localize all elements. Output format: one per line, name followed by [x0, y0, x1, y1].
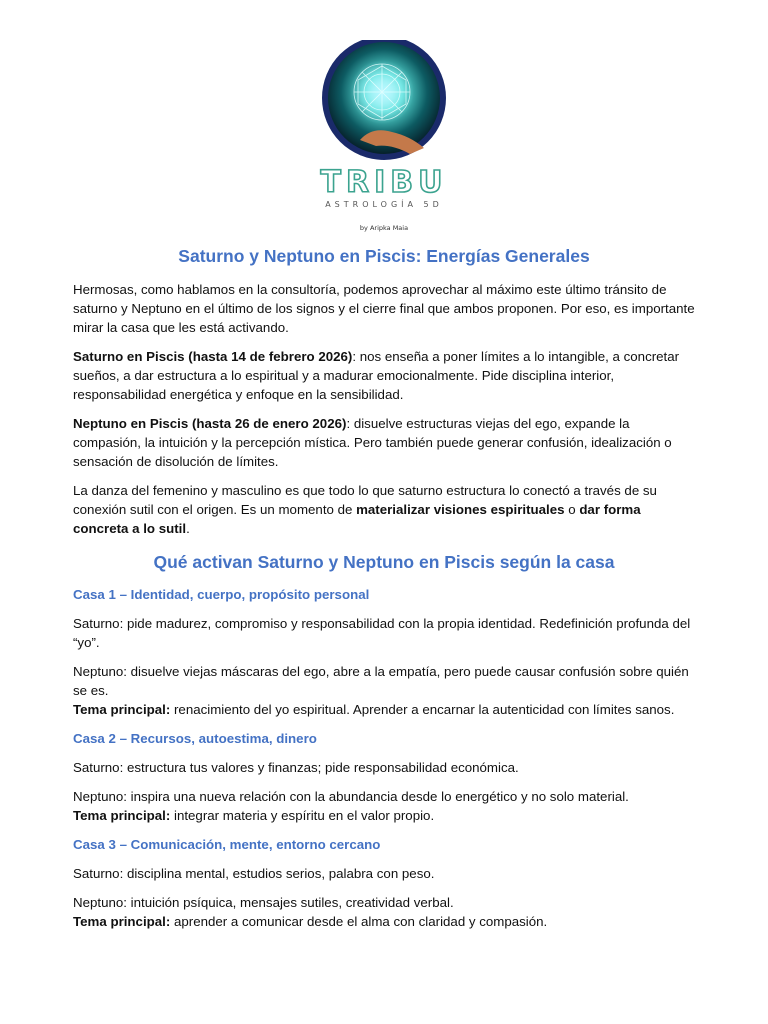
byline-text: by Aripka Maia	[359, 224, 409, 232]
saturno-text: : nos enseña a poner límites a lo intangible, a concretar sueños, a dar estructura a lo espiritual y a madurar emocionalmente. Pide disciplina interior, responsabilidad energética y enfoque en la sensibilidad.	[73, 349, 680, 402]
tema-label: Tema principal:	[73, 702, 171, 717]
casa-3-tema	[73, 912, 695, 931]
casa-1-title: Casa 1 – Identidad, cuerpo, propósito personal	[73, 587, 370, 602]
tema-label: Tema principal:	[73, 914, 171, 929]
casa-2-tema-text: integrar materia y espíritu en el valor propio.	[170, 808, 435, 823]
casa-1-saturno: Saturno: pide madurez, compromiso y responsabilidad con la propia identidad. Redefinición profunda del “yo”.	[73, 616, 691, 650]
neptuno-text: : disuelve estructuras viejas del ego, expande la compasión, la intuición y la percepción mística. Pero también puede generar confusión, idealización o sensación de disolución de límites.	[73, 416, 672, 469]
danza-text-3: .	[186, 521, 190, 536]
casa-3-neptuno: Neptuno: intuición psíquica, mensajes sutiles, creatividad verbal.	[73, 895, 454, 910]
casa-1-neptuno: Neptuno: disuelve viejas máscaras del ego, abre a la empatía, pero puede causar confusión sobre quién se es.	[73, 664, 689, 698]
casa-1-tema-text: renacimiento del yo espiritual. Aprender a encarnar la autenticidad con límites sanos.	[170, 702, 675, 717]
casa-3-title: Casa 3 – Comunicación, mente, entorno cercano	[73, 837, 381, 852]
casa-2-tema	[73, 806, 695, 825]
page-title: Saturno y Neptuno en Piscis: Energías Generales	[178, 246, 590, 266]
saturno-paragraph	[73, 347, 695, 404]
danza-text-2: o	[564, 502, 580, 517]
danza-bold-2: dar forma concreta a lo sutil	[73, 502, 641, 536]
neptuno-paragraph	[73, 414, 695, 471]
intro-paragraph: Hermosas, como hablamos en la consultoría, podemos aprovechar al máximo este último tránsito de saturno y Neptuno en el último de los signos y el cierre final que ambos proponen. Por eso, es importante mirar la casa que les está activando.	[73, 282, 695, 335]
casa-3-saturno: Saturno: disciplina mental, estudios serios, palabra con peso.	[73, 866, 435, 881]
logo	[0, 40, 768, 240]
section-title: Qué activan Saturno y Neptuno en Piscis según la casa	[153, 552, 615, 572]
neptuno-label: Neptuno en Piscis (hasta 26 de enero 2026)	[73, 416, 347, 431]
casa-2-neptuno: Neptuno: inspira una nueva relación con la abundancia desde lo energético y no solo material.	[73, 789, 629, 804]
danza-paragraph	[73, 481, 695, 538]
casa-3-tema-text: aprender a comunicar desde el alma con claridad y compasión.	[170, 914, 548, 929]
casa-2-saturno: Saturno: estructura tus valores y finanzas; pide responsabilidad económica.	[73, 760, 519, 775]
danza-bold-1: materializar visiones espirituales	[356, 502, 565, 517]
casa-2-title: Casa 2 – Recursos, autoestima, dinero	[73, 731, 317, 746]
saturno-label: Saturno en Piscis (hasta 14 de febrero 2026)	[73, 349, 353, 364]
tema-label: Tema principal:	[73, 808, 171, 823]
danza-text-1: La danza del femenino y masculino es que todo lo que saturno estructura lo conectó a través de su conexión sutil con el origen. Es un momento de	[73, 483, 657, 517]
tagline-text: ASTROLOGÍA 5D	[325, 200, 443, 209]
brand-text: TRIBU	[320, 165, 448, 200]
casa-1-tema	[73, 700, 695, 719]
crystal-sphere-hand-icon	[264, 40, 504, 240]
document-body	[73, 246, 695, 941]
